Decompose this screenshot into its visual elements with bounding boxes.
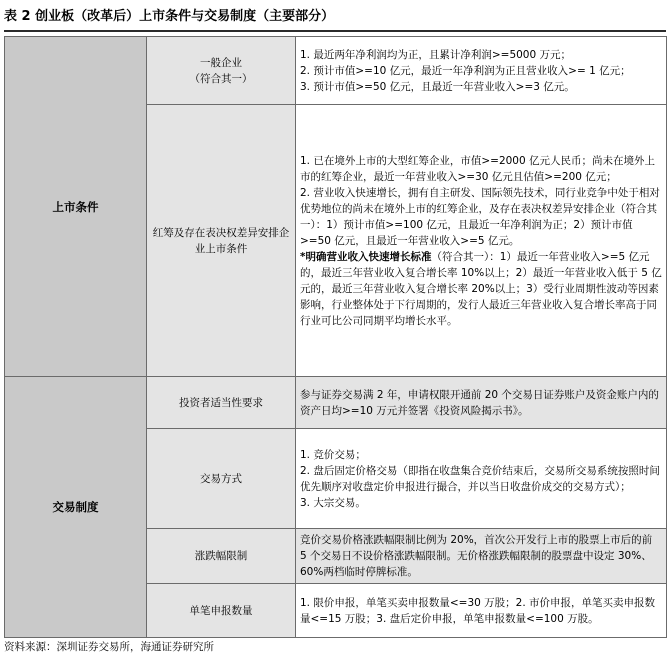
criteria-line: 1. 最近两年净利润均为正，且累计净利润>=5000 万元； [300, 48, 572, 61]
investor-suitability-label: 投资者适当性要求 [147, 377, 296, 429]
general-enterprise-title: 一般企业 [200, 56, 242, 69]
general-enterprise-criteria [296, 37, 667, 105]
order-size-text: 1. 限价申报，单笔买卖申报数量<=30 万股；2. 市价申报，单笔买卖申报数量<=15 万股；3. 盘后定价申报，单笔申报数量<=100 万股。 [296, 584, 667, 638]
table-row [5, 377, 667, 429]
listing-section-label: 上市条件 [5, 37, 147, 377]
title-rule [4, 30, 666, 32]
growth-standard-note [300, 249, 662, 329]
criteria-line: 3. 预计市值>=50 亿元，且最近一年营业收入>=3 亿元。 [300, 80, 575, 93]
trading-method-label: 交易方式 [147, 429, 296, 529]
investor-suitability-text: 参与证券交易满 2 年，申请权限开通前 20 个交易日证券账户及资金账户内的资产日均>=10 万元并签署《投资风险揭示书》。 [296, 377, 667, 429]
general-enterprise-subtitle: （符合其一） [189, 72, 253, 85]
price-limit-text: 竞价交易价格涨跌幅限制比例为 20%，首次公开发行上市的股票上市后的前 5 个交易日不设价格涨跌幅限制。无价格涨跌幅限制的股票盘中设定 30%、60%两档临时停牌标准。 [296, 529, 667, 584]
criteria-line: 1. 已在境外上市的大型红筹企业，市值>=2000 亿元人民币；尚未在境外上市的红筹企业，最近一年营业收入>=30 亿元且估值>=200 亿元； [300, 154, 656, 183]
method-line: 3. 大宗交易。 [300, 496, 366, 509]
redchip-enterprise-label: 红筹及存在表决权差异安排企业上市条件 [147, 105, 296, 377]
price-limit-label: 涨跌幅限制 [147, 529, 296, 584]
method-line: 1. 竞价交易； [300, 448, 366, 461]
growth-standard-title: *明确营业收入快速增长标准 [300, 250, 432, 263]
rules-table [4, 36, 667, 638]
source-note: 资料来源：深圳证券交易所，海通证券研究所 [4, 641, 214, 653]
table-row [5, 37, 667, 105]
growth-standard-body: （符合其一）：1）最近一年营业收入>=5 亿元的，最近三年营业收入复合增长率 10%以上；2）最近一年营业收入低于 5 亿元的，最近三年营业收入复合增长率 20%以上；3）受行业周期性波动等因素影响，行业整体处于下行周期的，发行人最近三年营业收入复合增长率高于同行业可比公司同期平均增长水平。 [300, 250, 662, 327]
trading-section-label: 交易制度 [5, 377, 147, 638]
criteria-line: 2. 营业收入快速增长，拥有自主研发、国际领先技术，同行业竞争中处于相对优势地位的尚未在境外上市的红筹企业，及存在表决权差异安排企业（符合其一）：1）预计市值>=100 亿元，且最近一年净利润为正；2）预计市值>=50 亿元，且最近一年营业收入>=5 亿元。 [300, 186, 660, 247]
trading-method-text [296, 429, 667, 529]
table-title: 表 2 创业板（改革后）上市条件与交易制度（主要部分） [4, 9, 335, 24]
order-size-label: 单笔申报数量 [147, 584, 296, 638]
redchip-enterprise-criteria [296, 105, 667, 377]
general-enterprise-label [147, 37, 296, 105]
method-line: 2. 盘后固定价格交易（即指在收盘集合竞价结束后，交易所交易系统按照时间优先顺序对收盘定价申报进行撮合，并以当日收盘价成交的交易方式）； [300, 464, 660, 493]
criteria-line: 2. 预计市值>=10 亿元，最近一年净利润为正且营业收入>= 1 亿元； [300, 64, 631, 77]
